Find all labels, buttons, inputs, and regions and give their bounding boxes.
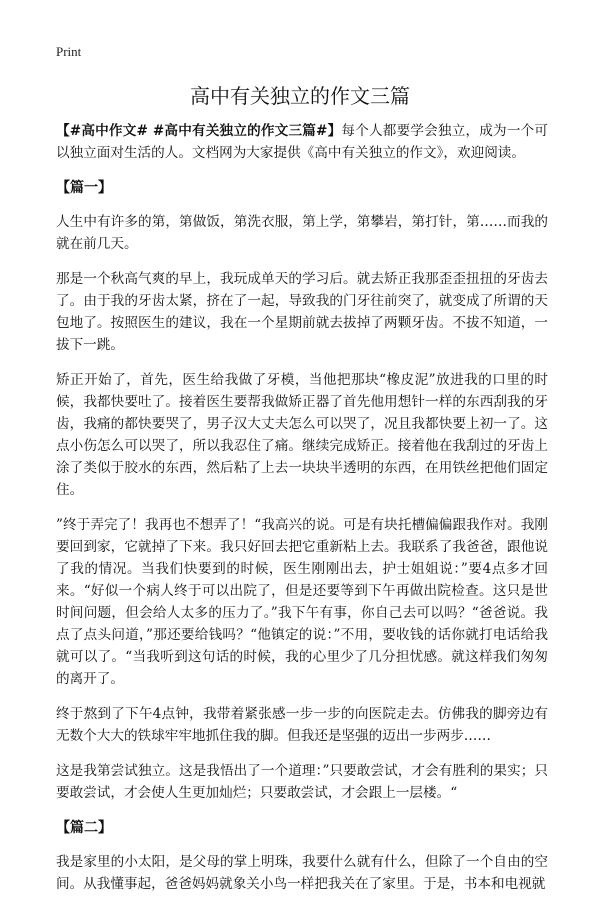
section1-paragraph: 矫正开始了，首先，医生给我做了牙模，当他把那块“橡皮泥”放进我的口里的时候，我都快要吐了。接着医生要帮我做矫正器了首先他用想针一样的东西刮我的牙齿，我痛的都快要哭了，男子汉大丈夫怎么可以哭了，况且我都快要上初一了。这点小伤怎么可以哭了，所以我忍住了痛。继续完成矫正。接着他在我刮过的牙齿上涂了类似于胶水的东西，然后粘了上去一块块半透明的东西，在用铁丝把他们固定住。 (56, 372, 548, 498)
section-heading-2: 【篇二】 (56, 820, 112, 836)
page-title: 高中有关独立的作文三篇 (190, 84, 410, 108)
article-body (56, 120, 548, 908)
article-tags: 【#高中作文# #高中有关独立的作文三篇#】 (56, 123, 342, 139)
intro-text: 每个人都要学会独立，成为一个可以独立面对生活的人。文档网为大家提供《高中有关独立的作文》，欢迎阅读。 (56, 123, 549, 161)
section1-paragraph: 人生中有许多的第，第做饭，第洗衣服，第上学，第攀岩，第打针，第……而我的就在前几天。 (56, 214, 548, 252)
section1-paragraph: 这是我第尝试独立。这是我悟出了一个道理：”只要敢尝试，才会有胜利的果实；只要敢尝试，才会使人生更加灿烂；只要敢尝试，才会跟上一层楼。“ (56, 763, 548, 801)
print-link[interactable]: Print (56, 44, 82, 59)
section2-paragraph: 我是家里的小太阳，是父母的掌上明珠，我要什么就有什么，但除了一个自由的空间。从我懂事起，爸爸妈妈就象关小鸟一样把我关在了家里。于是，书本和电视就 (56, 854, 548, 892)
intro-paragraph (56, 120, 548, 164)
section1-paragraph: 终于熬到了下午4点钟，我带着紧张感一步一步的向医院走去。仿佛我的脚旁边有无数个大大的铁球牢牢地抓住我的脚。但我还是坚强的迈出一步两步…… (56, 706, 548, 744)
section1-paragraph: ”终于弄完了！我再也不想弄了！“我高兴的说。可是有块托槽偏偏跟我作对。我刚要回到家，它就掉了下来。我只好回去把它重新粘上去。我联系了我爸爸，跟他说了我的情况。当我们快要到的时候，医生刚刚出去，护士姐姐说：”要4点多才回来。“好似一个病人终于可以出院了，但是还要等到下午再做出院检查。这只是世时间问题，但会给人太多的压力了。”我下午有事，你自己去可以吗？“爸爸说。我点了点头问道，”那还要给钱吗？“他镇定的说：”不用，要收钱的话你就打电话给我就可以了。“当我听到这句话的时候，我的心里少了几分担忧感。就这样我们匆匆的离开了。 (56, 517, 548, 687)
section1-paragraph: 那是一个秋高气爽的早上，我玩成单天的学习后。就去矫正我那歪歪扭扭的牙齿去了。由于我的牙齿太紧，挤在了一起，导致我的门牙往前突了，就变成了所谓的天包地了。按照医生的建议，我在一个星期前就去拔掉了两颗牙齿。不拔不知道，一拔下一跳。 (56, 271, 548, 353)
section-heading-1: 【篇一】 (56, 180, 112, 196)
